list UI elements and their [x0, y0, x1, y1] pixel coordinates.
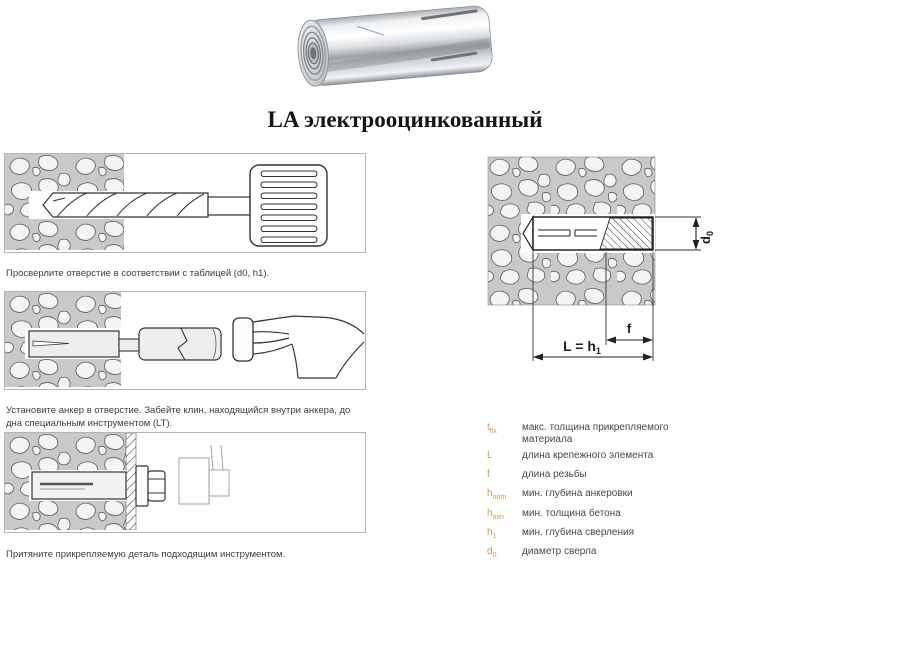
product-photo [263, 2, 507, 88]
step-panel-set [4, 291, 366, 390]
legend-description: длина резьбы [522, 469, 587, 481]
legend-row [487, 488, 713, 504]
set-anchor-figure [5, 292, 365, 387]
step-panel-fasten [4, 432, 366, 533]
dimension-legend [487, 422, 713, 565]
step-caption-set: Установите анкер в отверстие. Забейте клин, находящийся внутри анкера, до дна специальным инструментом (LT). [6, 404, 351, 429]
legend-symbol: $h_1$ [487, 526, 497, 540]
legend-description: макс. толщина прикрепляемого материала [522, 422, 669, 446]
dim-label-length: $L = h_1$ [563, 338, 601, 356]
legend-description: мин. глубина анкеровки [522, 488, 633, 500]
legend-description: мин. толщина бетона [522, 507, 621, 519]
dim-label-drill-diameter: $d_0$ [698, 231, 715, 244]
legend-symbol: $h_{nom}$ [487, 488, 507, 502]
legend-description: мин. глубина сверления [522, 526, 634, 538]
drop-in-anchor-photo-image [263, 2, 507, 88]
legend-symbol: L [487, 450, 493, 461]
step-caption-fasten: Притяните прикрепляемую деталь подходящим инструментом. [6, 548, 286, 560]
drill-hole-figure [5, 154, 365, 250]
legend-row [487, 527, 713, 543]
legend-row [487, 546, 713, 562]
legend-symbol: $d_0$ [487, 545, 497, 559]
legend-description: длина крепежного элемента [522, 450, 654, 461]
legend-symbol: $h_{min}$ [487, 507, 504, 521]
legend-description: диаметр сверла [522, 545, 597, 557]
legend-row [487, 469, 713, 485]
step-caption-drill: Просверлите отверстие в соответствии с таблицей (d0, h1). [6, 267, 270, 279]
installation-dimension-diagram [485, 155, 715, 370]
step-panel-drill [4, 153, 366, 253]
legend-row [487, 450, 713, 466]
dim-label-thread-length: f [626, 321, 632, 336]
legend-symbol: $t_{fix}$ [487, 422, 497, 435]
anchor-cross-section-figure [485, 155, 715, 370]
legend-row [487, 422, 713, 447]
fasten-part-figure [5, 433, 365, 530]
legend-row [487, 508, 713, 524]
legend-symbol: f [487, 469, 490, 481]
page-title: LA электрооцинкованный [267, 107, 543, 133]
